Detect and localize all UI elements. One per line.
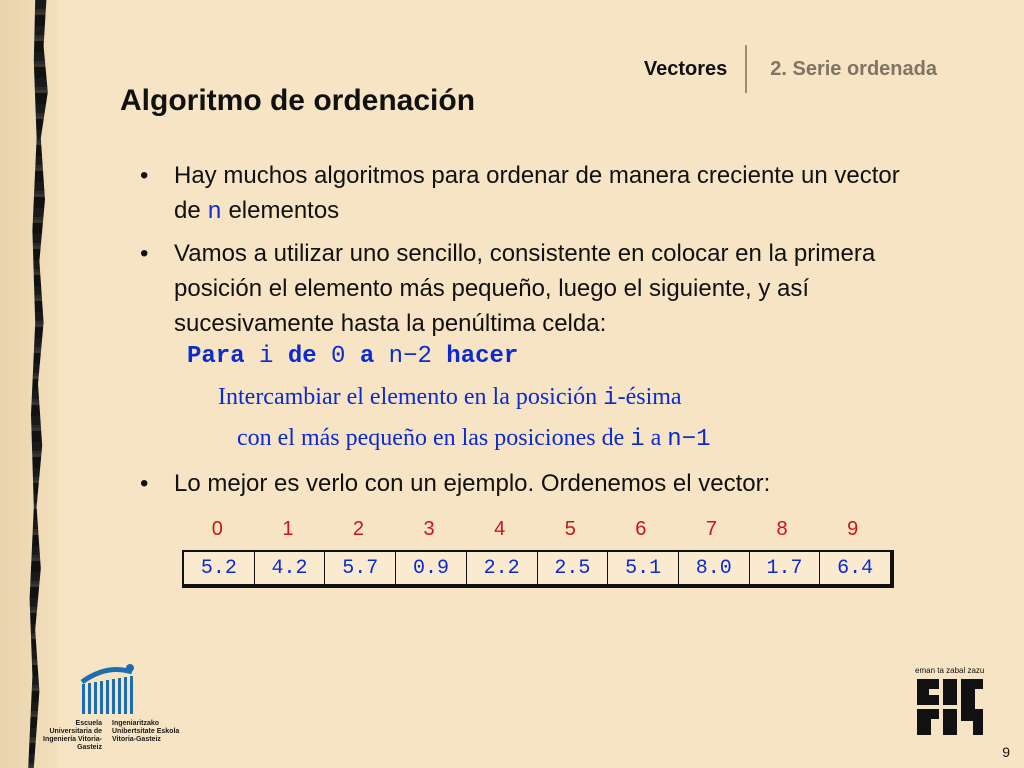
breadcrumb <box>644 45 937 93</box>
bullet-text: Lo mejor es verlo con un ejemplo. Ordenemos el vector: <box>174 470 771 497</box>
bullet-text-tail: elementos <box>221 197 340 224</box>
vector-cell: 2.2 <box>467 552 538 584</box>
vector-cell: 0.9 <box>396 552 467 584</box>
vector-index: 8 <box>776 518 788 540</box>
bullet-marker: • <box>140 240 149 267</box>
vector-index: 3 <box>423 518 435 540</box>
keyword-a: a <box>359 343 375 370</box>
algorithm-line-swap <box>218 384 682 412</box>
bullet-item <box>140 466 770 501</box>
nav-section-vectores[interactable]: Vectores <box>643 57 728 80</box>
university-logo <box>915 666 985 746</box>
slide-title: Algoritmo de ordenación <box>120 84 476 117</box>
school-name-es: Escuela Universitaria de Ingeniería Vitoria-Gasteiz <box>43 720 102 751</box>
var-i: i <box>259 343 274 370</box>
vector-cell: 6.4 <box>837 556 874 580</box>
value-n-minus-2: n−2 <box>388 343 432 370</box>
bullet-marker: • <box>140 162 149 189</box>
vector-index: 0 <box>211 518 223 540</box>
bullet-item <box>140 236 920 341</box>
vector-cell: 1.7 <box>750 552 821 584</box>
bullet-text: Vamos a utilizar uno sencillo, consistente en colocar en la primera posición el elemento más pequeño, luego el siguiente, y así sucesivamente hasta la penúltima celda: <box>174 240 876 337</box>
vector-indices <box>182 518 888 541</box>
left-margin-decoration <box>0 0 58 768</box>
algorithm-line-min <box>237 425 711 453</box>
code-var-i: i <box>630 426 645 453</box>
university-motto: eman ta zabal zazu <box>915 666 985 675</box>
vector-index: 2 <box>352 518 365 540</box>
keyword-de: de <box>287 343 317 370</box>
algorithm-text: con el más pequeño en las posiciones de <box>237 425 631 451</box>
vector-index: 9 <box>847 518 859 540</box>
vector-index: 4 <box>494 518 506 540</box>
algorithm-text-mid: a <box>644 425 668 451</box>
vector-cell: 2.5 <box>538 552 609 584</box>
vector-cell: 4.2 <box>255 552 326 584</box>
algorithm-text: Intercambiar el elemento en la posición <box>218 384 604 410</box>
algorithm-text-tail: -ésima <box>617 384 682 410</box>
code-var-i: i <box>603 385 618 412</box>
bullet-item <box>140 158 920 230</box>
code-var-n: n <box>207 199 222 226</box>
school-name-eu: Ingeniaritzako Unibertsitate Eskola Vitoria-Gasteiz <box>112 720 180 743</box>
slide-content <box>140 158 920 347</box>
page-number: 9 <box>1002 744 1010 760</box>
nav-divider <box>745 45 747 93</box>
school-emblem-icon <box>32 660 182 718</box>
vector-index: 6 <box>635 518 647 540</box>
bullet-text: Hay muchos algoritmos para ordenar de manera creciente un vector de <box>174 162 900 224</box>
vector-index: 7 <box>705 518 718 540</box>
keyword-para: Para <box>187 343 245 370</box>
vector-cell: 8.0 <box>679 552 750 584</box>
vector-index: 1 <box>282 518 294 540</box>
code-n-minus-1: n−1 <box>667 426 711 453</box>
bullet-marker: • <box>140 470 149 497</box>
algorithm-line-loop <box>187 343 518 370</box>
keyword-hacer: hacer <box>446 343 519 370</box>
nav-section-serie-ordenada[interactable]: 2. Serie ordenada <box>770 57 937 80</box>
value-zero: 0 <box>331 343 346 370</box>
vector-cell: 5.7 <box>325 552 396 584</box>
school-caption <box>32 720 182 752</box>
vector-table <box>182 550 894 588</box>
university-emblem-icon <box>915 675 985 739</box>
vector-cell: 5.1 <box>608 552 679 584</box>
vector-cell: 5.2 <box>184 552 255 584</box>
vector-index: 5 <box>564 518 576 540</box>
school-logo <box>32 660 182 750</box>
